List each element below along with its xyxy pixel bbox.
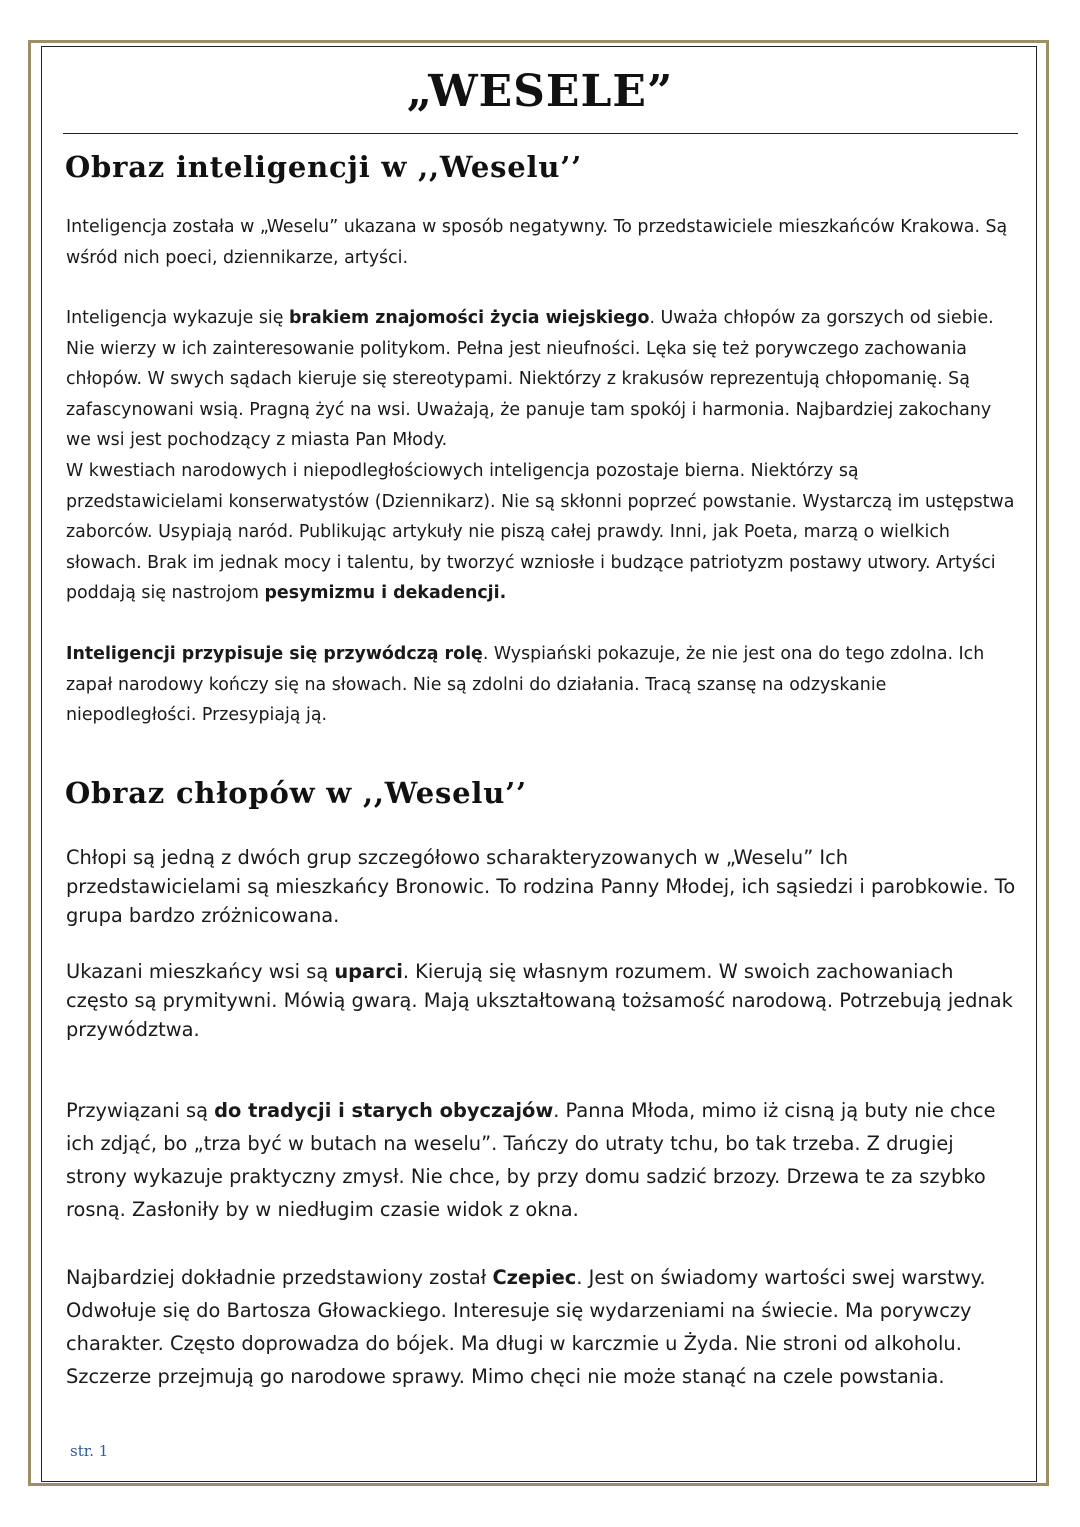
emphasis-text: uparci	[334, 960, 403, 983]
paragraph: Chłopi są jedną z dwóch grup szczegółowo scharakteryzowanych w „Weselu” Ich przedstawicielami są mieszkańcy Bronowic. To rodzina Panny Młodej, ich sąsiedzi i parobkowie. To grupa bardzo zróżnicowana.	[66, 846, 1016, 927]
section-heading-intelligentsia: Obraz inteligencji w ,,Weselu’’	[65, 150, 583, 184]
section-heading-peasants: Obraz chłopów w ,,Weselu’’	[65, 776, 527, 810]
paragraph: Inteligencji przypisuje się przywódczą rolę. Wyspiański pokazuje, że nie jest ona do tego zdolna. Ich zapał narodowy kończy się na słowach. Nie są zdolni do działania. Tracą szansę na odzyskanie niepodległości. Przesypiają ją.	[66, 644, 985, 725]
page-title: „WESELE”	[406, 66, 674, 117]
emphasis-text: Czepiec	[492, 1266, 577, 1289]
paragraph: Przywiązani są do tradycji i starych obyczajów. Panna Młoda, mimo iż cisną ją buty nie chce ich zdjąć, bo „trza być w butach na weselu”. Tańczy do utraty tchu, bo tak trzeba. Z drugiej strony wykazuje praktyczny zmysł. Nie chce, by przy domu sadzić brzozy. Drzewa te za szybko rosną. Zasłoniły by w niedługim czasie widok z okna.	[66, 1099, 996, 1221]
paragraph: Inteligencja została w „Weselu” ukazana w sposób negatywny. To przedstawiciele mieszkańców Krakowa. Są wśród nich poeci, dziennikarze, artyści.	[66, 217, 1008, 268]
emphasis-text: Inteligencji przypisuje się przywódczą rolę	[66, 644, 483, 664]
paragraph: Inteligencja wykazuje się brakiem znajomości życia wiejskiego. Uważa chłopów za gorszych od siebie. Nie wierzy w ich zainteresowanie politykom. Pełna jest nieufności. Lęka się też porywczego zachowania chłopów. W swych sądach kieruje się stereotypami. Niektórzy z krakusów reprezentują chłopomanię. Są zafascynowani wsią. Pragną żyć na wsi. Uważają, że panuje tam spokój i harmonia. Najbardziej zakochany we wsi jest pochodzący z miasta Pan Młody.	[66, 308, 994, 450]
paragraph: Najbardziej dokładnie przedstawiony został Czepiec. Jest on świadomy wartości swej warstwy. Odwołuje się do Bartosza Głowackiego. Interesuje się wydarzeniami na świecie. Ma porywczy charakter. Często doprowadza do bójek. Ma długi w karczmie u Żyda. Nie stroni od alkoholu. Szczerze przejmują go narodowe sprawy. Mimo chęci nie może stanąć na czele powstania.	[66, 1266, 986, 1388]
emphasis-text: pesymizmu i dekadencji.	[264, 583, 507, 603]
emphasis-text: do tradycji i starych obyczajów	[214, 1099, 554, 1122]
page-number: str. 1	[70, 1442, 109, 1460]
paragraph: Ukazani mieszkańcy wsi są uparci. Kierują się własnym rozumem. W swoich zachowaniach często są prymitywni. Mówią gwarą. Mają ukształtowaną tożsamość narodową. Potrzebują jednak przywództwa.	[66, 960, 1013, 1041]
paragraph: W kwestiach narodowych i niepodległościowych inteligencja pozostaje bierna. Niektórzy są przedstawicielami konserwatystów (Dziennikarz). Nie są skłonni poprzeć powstanie. Wystarczą im ustępstwa zaborców. Usypiają naród. Publikując artykuły nie piszą całej prawdy. Inni, jak Poeta, marzą o wielkich słowach. Brak im jednak mocy i talentu, by tworzyć wzniosłe i budzące patriotyzm postawy utwory. Artyści poddają się nastrojom pesymizmu i dekadencji.	[66, 461, 1015, 603]
emphasis-text: brakiem znajomości życia wiejskiego	[288, 308, 650, 328]
title-divider	[63, 133, 1018, 134]
